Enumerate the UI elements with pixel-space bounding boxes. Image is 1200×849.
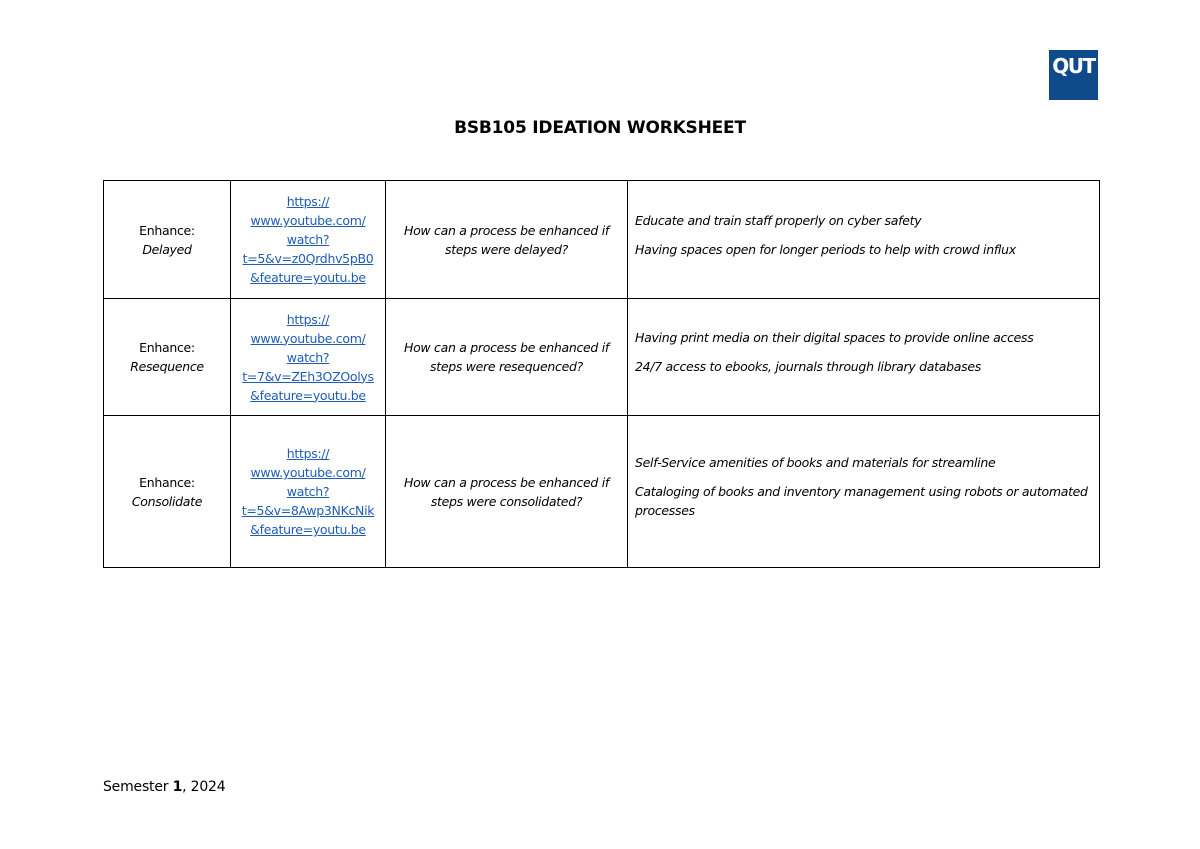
idea-text: Having print media on their digital spaces to provide online access (635, 330, 1034, 345)
row-label: Enhance: (139, 222, 195, 238)
table-row (104, 299, 1100, 416)
idea-text: 24/7 access to ebooks, journals through library databases (635, 359, 981, 374)
question-cell: How can a process be enhanced if steps were resequenced? (386, 299, 628, 416)
ideas-cell[interactable] (628, 416, 1100, 568)
page-title: BSB105 IDEATION WORKSHEET (454, 118, 746, 138)
table-row (104, 181, 1100, 299)
ideation-table (103, 180, 1100, 568)
table-row (104, 416, 1100, 568)
video-link[interactable]: https:// www.youtube.com/ watch? t=5&v=z0Qrdhv5pB0 &feature=youtu.be (242, 194, 374, 285)
row-label: Enhance: (139, 474, 195, 490)
idea-text: Educate and train staff properly on cyber safety (635, 212, 922, 228)
idea-text: Having spaces open for longer periods to help with crowd influx (635, 241, 1016, 257)
question-cell: How can a process be enhanced if steps were consolidated? (386, 416, 628, 568)
row-type: Consolidate (131, 493, 203, 509)
video-link-cell (231, 181, 386, 299)
row-type: Resequence (130, 359, 204, 374)
row-label: Enhance: (139, 340, 195, 355)
video-link-cell (231, 416, 386, 568)
ideas-cell[interactable] (628, 299, 1100, 416)
qut-logo: QUT (1049, 50, 1098, 100)
idea-text: Self-Service amenities of books and materials for streamline (635, 455, 996, 470)
ideas-cell[interactable] (628, 181, 1100, 299)
video-link[interactable]: https:// www.youtube.com/ watch? t=5&v=8Awp3NKcNik &feature=youtu.be (241, 446, 375, 537)
row-label-cell (104, 299, 231, 416)
question-cell: How can a process be enhanced if steps were delayed? (386, 181, 628, 299)
row-type: Delayed (142, 241, 192, 257)
row-label-cell (104, 181, 231, 299)
idea-text: Cataloging of books and inventory management using robots or automated processes (635, 484, 1088, 518)
footer-semester: Semester 1, 2024 (103, 779, 226, 795)
video-link-cell (231, 299, 386, 416)
row-label-cell (104, 416, 231, 568)
video-link[interactable]: https:// www.youtube.com/ watch? t=7&v=ZEh3OZOolys &feature=youtu.be (242, 311, 374, 403)
